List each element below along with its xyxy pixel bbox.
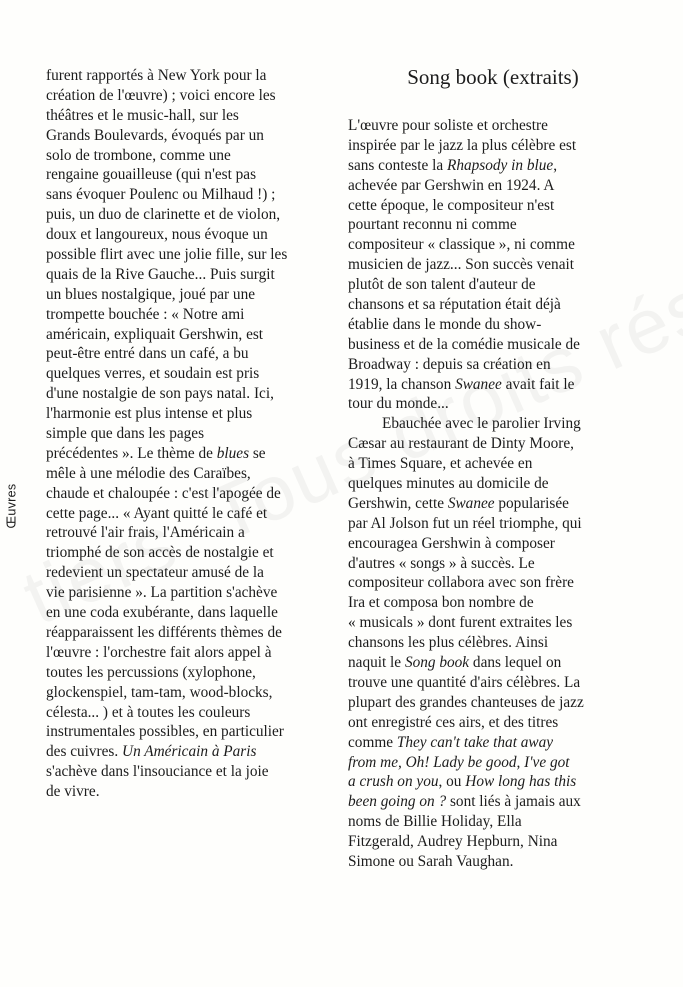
text-line xyxy=(348,772,638,792)
text-line xyxy=(348,653,638,673)
left-text-column xyxy=(46,66,336,802)
text-line: quais de la Rive Gauche... Puis surgit xyxy=(46,265,275,283)
text-line xyxy=(348,792,638,812)
text-line: création de l'œuvre) ; voici encore les xyxy=(46,86,276,104)
text-line: s'achève dans l'insouciance et la joie xyxy=(46,763,269,781)
italic-text-segment: Un Américain à Paris xyxy=(122,743,257,761)
text-line: possible flirt avec une jolie fille, sur les xyxy=(46,246,288,264)
text-line: chansons et sa réputation était déjà xyxy=(348,296,561,314)
text-line: trouve une quantité d'airs célèbres. La xyxy=(348,673,581,691)
text-line: Fitzgerald, Audrey Hepburn, Nina xyxy=(348,833,558,851)
text-line: plutôt de son talent d'auteur de xyxy=(348,276,536,294)
text-segment: dans lequel on xyxy=(469,654,562,672)
text-line: de vivre. xyxy=(46,783,100,801)
text-line: ont enregistré ces airs, et des titres xyxy=(348,713,559,731)
text-line: Grands Boulevards, évoqués par un xyxy=(46,126,264,144)
italic-text-segment: Rhapsody in blue xyxy=(446,156,554,174)
right-text-column xyxy=(348,116,638,872)
text-line: toutes les percussions (xylophone, xyxy=(46,663,256,681)
italic-text-segment: How long has this xyxy=(465,773,577,791)
text-line: Simone ou Sarah Vaughan. xyxy=(348,852,514,870)
text-line: retrouvé l'air frais, l'Américain a xyxy=(46,524,245,542)
text-line: quelques verres, et soudain est pris xyxy=(46,365,260,383)
text-line xyxy=(348,494,638,514)
text-line: d'autres « songs » à succès. Le xyxy=(348,554,535,572)
text-line: instrumentales possibles, en particulier xyxy=(46,723,284,741)
text-line: solo de trombone, comme une xyxy=(46,146,231,164)
text-segment: comme xyxy=(348,733,397,751)
text-line: « musicals » dont furent extraites les xyxy=(348,614,573,632)
text-segment: précédentes ». Le thème de xyxy=(46,444,217,462)
text-line: Broadway : depuis sa création en xyxy=(348,355,551,373)
text-line: peut-être entré dans un café, a bu xyxy=(46,345,249,363)
text-line: sans évoquer Poulenc ou Milhaud !) ; xyxy=(46,186,276,204)
text-segment: Gershwin, cette xyxy=(348,494,448,512)
text-line: chaude et chaloupée : c'est l'apogée de xyxy=(46,484,281,502)
section-heading: Song book (extraits) xyxy=(407,65,579,89)
italic-text-segment: They can't take that away xyxy=(396,733,554,751)
text-line xyxy=(348,733,638,753)
side-section-label-text: Œuvres xyxy=(4,483,18,529)
text-line: inspirée par le jazz la plus célèbre est xyxy=(348,136,577,154)
text-segment: des cuivres. xyxy=(46,743,123,761)
text-segment: , ou xyxy=(438,773,466,791)
italic-text-segment: a crush on you xyxy=(348,773,439,791)
text-segment: naquit le xyxy=(348,654,405,672)
text-segment: sans conteste la xyxy=(348,156,447,174)
text-line: cette époque, le compositeur n'est xyxy=(348,196,555,214)
italic-text-segment: Swanee xyxy=(447,494,495,512)
text-line xyxy=(348,753,638,773)
text-line: encouragea Gershwin à composer xyxy=(348,534,555,552)
text-line: simple que dans les pages xyxy=(46,425,205,443)
text-line: réapparaissent les différents thèmes de xyxy=(46,623,282,641)
text-line: furent rapportés à New York pour la xyxy=(46,67,267,84)
text-line: glockenspiel, tam-tam, wood-blocks, xyxy=(46,683,273,701)
text-line: Ira et composa bon nombre de xyxy=(348,594,534,612)
text-line: l'œuvre : l'orchestre fait alors appel à xyxy=(46,643,272,661)
text-segment: sont liés à jamais aux xyxy=(446,793,581,811)
italic-text-segment: from me, Oh! Lady be good, I've got xyxy=(348,753,570,771)
text-line: L'œuvre pour soliste et orchestre xyxy=(348,117,548,134)
text-line xyxy=(46,742,336,762)
text-segment: , xyxy=(553,156,558,174)
text-line: célesta... ) et à toutes les couleurs xyxy=(46,703,251,721)
text-line: musicien de jazz... Son succès venait xyxy=(348,256,574,274)
text-line: rengaine gouailleuse (qui n'est pas xyxy=(46,166,257,184)
text-line: pourtant reconnu ni comme xyxy=(348,216,517,234)
text-line: mêle à une mélodie des Caraïbes, xyxy=(46,464,251,482)
italic-text-segment: been going on ? xyxy=(348,793,447,811)
text-line: achevée par Gershwin en 1924. A xyxy=(348,176,555,194)
text-line: plupart des grandes chanteuses de jazz xyxy=(348,693,584,711)
text-line: l'harmonie est plus intense et plus xyxy=(46,405,253,423)
text-line: d'une nostalgie de son pays natal. Ici, xyxy=(46,385,274,403)
text-line: doux et langoureux, nous évoque un xyxy=(46,226,268,244)
text-line: chansons les plus célèbres. Ainsi xyxy=(348,634,549,652)
text-line: un blues nostalgique, joué par une xyxy=(46,285,256,303)
text-line: Ebauchée avec le parolier Irving xyxy=(382,415,581,433)
text-line: compositeur collabora avec son frère xyxy=(348,574,574,592)
text-line: en une coda exubérante, dans laquelle xyxy=(46,604,278,622)
italic-text-segment: Song book xyxy=(404,654,470,672)
text-segment: se xyxy=(249,444,266,462)
text-line: redevient un spectateur amusé de la xyxy=(46,564,264,582)
text-segment: avait fait le xyxy=(501,375,575,393)
text-line: compositeur « classique », ni comme xyxy=(348,236,575,254)
text-line: trompette bouchée : « Notre ami xyxy=(46,305,245,323)
text-segment: popularisée xyxy=(494,494,569,512)
italic-text-segment: blues xyxy=(216,444,250,462)
text-line: triomphé de son accès de nostalgie et xyxy=(46,544,274,562)
text-line: américain, expliquait Gershwin, est xyxy=(46,325,264,343)
text-line: tour du monde... xyxy=(348,395,449,413)
text-line: théâtres et le music-hall, sur les xyxy=(46,106,239,124)
text-line: vie parisienne ». La partition s'achève xyxy=(46,584,278,602)
text-line xyxy=(348,375,638,395)
text-line xyxy=(348,156,638,176)
text-line: puis, un duo de clarinette et de violon, xyxy=(46,206,281,224)
text-line: quelques minutes au domicile de xyxy=(348,475,549,493)
text-line: par Al Jolson fut un réel triomphe, qui xyxy=(348,514,582,532)
text-line: établie dans le monde du show- xyxy=(348,315,542,333)
italic-text-segment: Swanee xyxy=(455,375,502,393)
text-line: business et de la comédie musicale de xyxy=(348,335,580,353)
text-line: noms de Billie Holiday, Ella xyxy=(348,813,522,831)
side-section-label xyxy=(0,466,22,546)
text-line: Cæsar au restaurant de Dinty Moore, xyxy=(348,435,574,453)
text-line: cette page... « Ayant quitté le café et xyxy=(46,504,268,522)
text-line: à Times Square, et achevée en xyxy=(348,455,533,473)
text-line xyxy=(46,444,336,464)
text-segment: 1919, la chanson xyxy=(348,375,456,393)
